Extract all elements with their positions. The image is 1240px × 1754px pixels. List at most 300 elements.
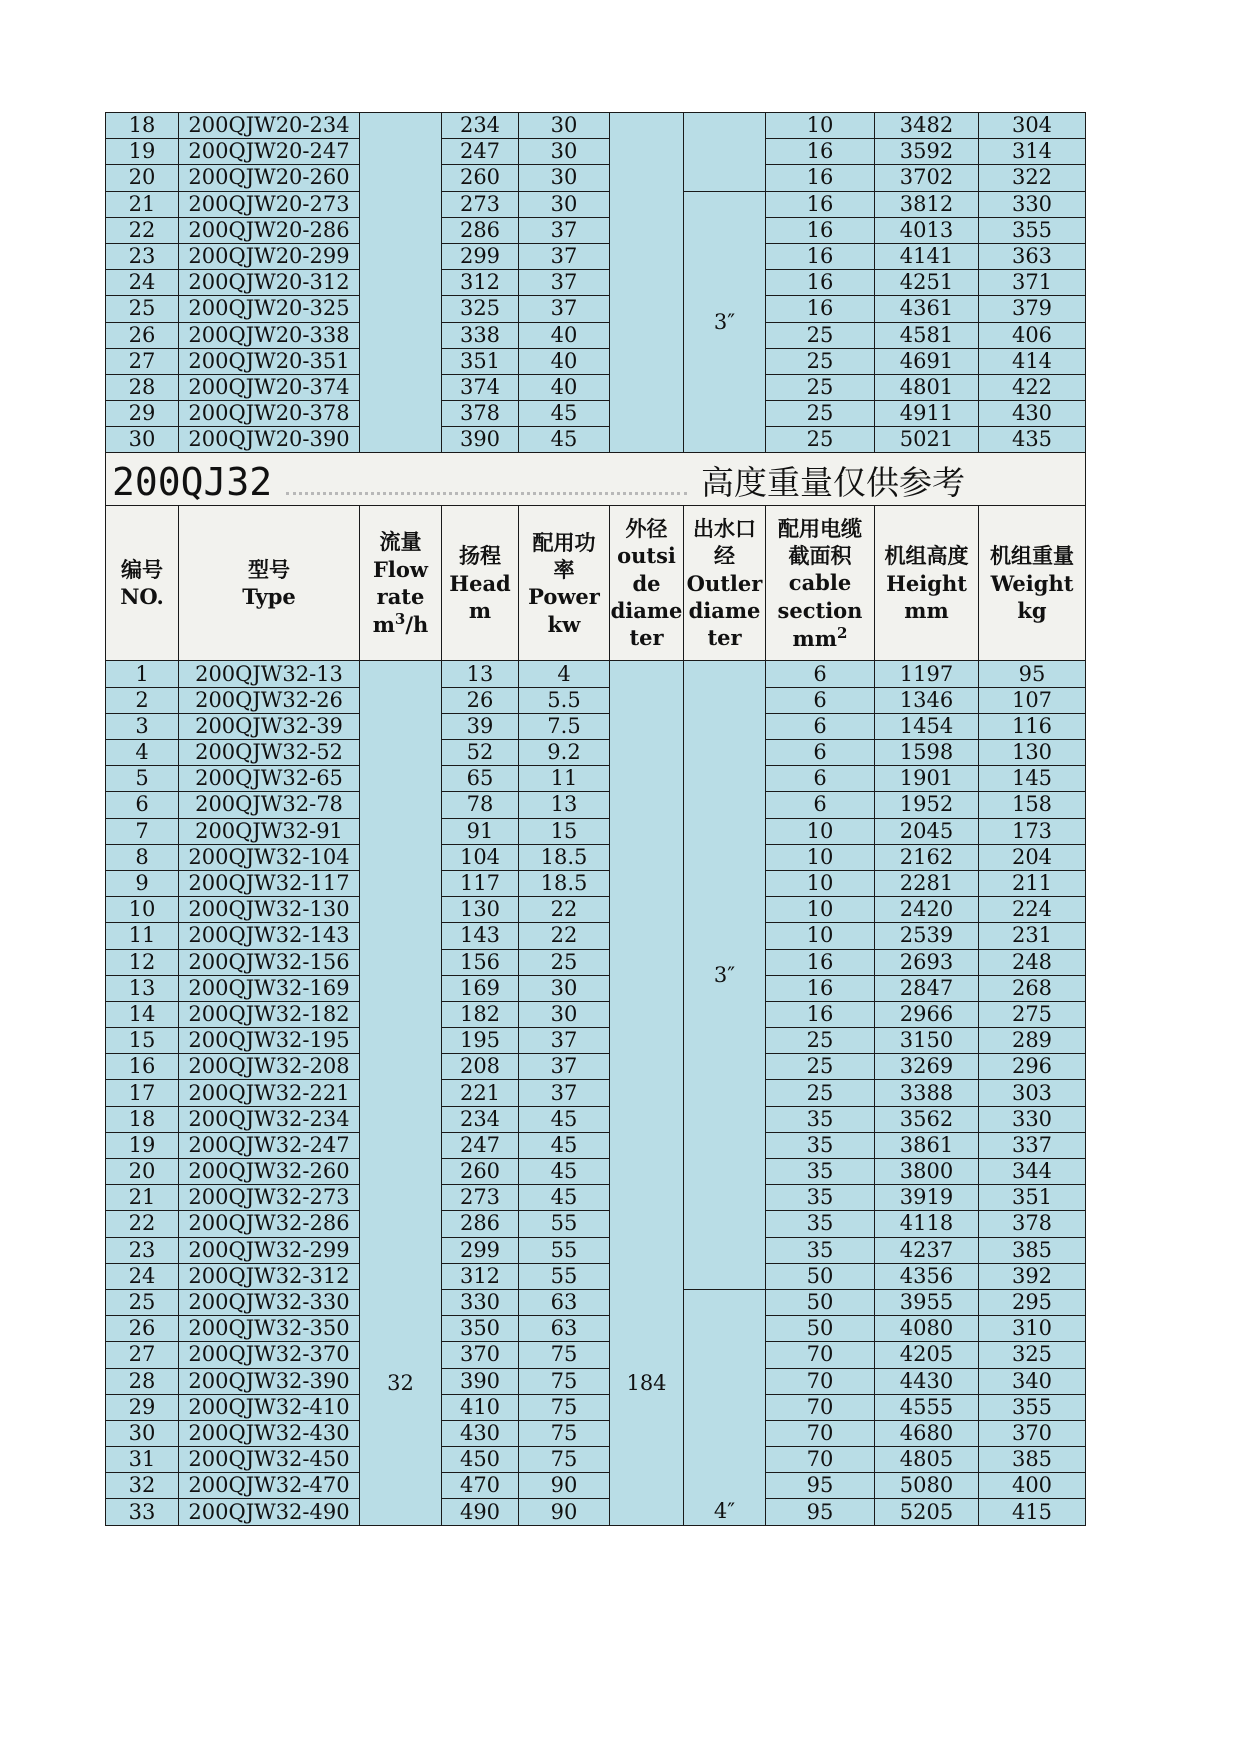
- cell-cable: 35: [766, 1106, 875, 1132]
- cell-cable: 35: [766, 1185, 875, 1211]
- cell-no: 23: [106, 1237, 179, 1263]
- cell-weight: 145: [979, 766, 1086, 792]
- cell-power: 30: [519, 165, 610, 191]
- cell-power: 37: [519, 296, 610, 322]
- cell-no: 9: [106, 870, 179, 896]
- cell-head: 169: [442, 975, 519, 1001]
- table-row: [106, 1289, 1086, 1315]
- cell-power: 45: [519, 1132, 610, 1158]
- cell-no: 27: [106, 348, 179, 374]
- cell-height: 3388: [875, 1080, 979, 1106]
- cell-weight: 422: [979, 374, 1086, 400]
- header-outlet-diameter: 出水口 经 Outler diame ter: [684, 506, 766, 661]
- table-row: [106, 270, 1086, 296]
- cell-no: 19: [106, 139, 179, 165]
- table-row: [106, 1054, 1086, 1080]
- cell-no: 24: [106, 1263, 179, 1289]
- cell-weight: 116: [979, 713, 1086, 739]
- cell-type: 200QJW32-182: [179, 1001, 360, 1027]
- cell-power: 75: [519, 1447, 610, 1473]
- cell-power: 63: [519, 1289, 610, 1315]
- cell-height: 3150: [875, 1028, 979, 1054]
- cell-power: 5.5: [519, 687, 610, 713]
- cell-no: 10: [106, 897, 179, 923]
- cell-height: 4013: [875, 217, 979, 243]
- cell-power: 55: [519, 1263, 610, 1289]
- cell-type: 200QJW20-260: [179, 165, 360, 191]
- cell-height: 3702: [875, 165, 979, 191]
- cell-weight: 204: [979, 844, 1086, 870]
- cell-cable: 95: [766, 1473, 875, 1499]
- cell-head: 117: [442, 870, 519, 896]
- cell-head: 312: [442, 1263, 519, 1289]
- cell-no: 11: [106, 923, 179, 949]
- table-row: [106, 1185, 1086, 1211]
- cell-type: 200QJW32-65: [179, 766, 360, 792]
- cell-no: 18: [106, 113, 179, 139]
- cell-head: 378: [442, 401, 519, 427]
- cell-head: 247: [442, 1132, 519, 1158]
- cell-power: 11: [519, 766, 610, 792]
- cell-head: 130: [442, 897, 519, 923]
- section-32-title: [106, 453, 1086, 661]
- cell-weight: 371: [979, 270, 1086, 296]
- cell-power: 37: [519, 243, 610, 269]
- cell-power: 7.5: [519, 713, 610, 739]
- cell-height: 3861: [875, 1132, 979, 1158]
- cell-power: 37: [519, 1054, 610, 1080]
- table-row: [106, 165, 1086, 191]
- cell-power: 40: [519, 348, 610, 374]
- cell-head: 390: [442, 427, 519, 453]
- cell-type: 200QJW32-169: [179, 975, 360, 1001]
- section-20-rows: [106, 113, 1086, 453]
- cell-height: 4080: [875, 1316, 979, 1342]
- cell-cable: 70: [766, 1420, 875, 1446]
- table-row: [106, 870, 1086, 896]
- cell-power: 22: [519, 923, 610, 949]
- cell-no: 12: [106, 949, 179, 975]
- cell-power: 55: [519, 1211, 610, 1237]
- cell-no: 20: [106, 165, 179, 191]
- cell-weight: 337: [979, 1132, 1086, 1158]
- cell-no: 6: [106, 792, 179, 818]
- cell-height: 4141: [875, 243, 979, 269]
- cell-cable: 16: [766, 296, 875, 322]
- cell-type: 200QJW32-221: [179, 1080, 360, 1106]
- cell-cable: 16: [766, 270, 875, 296]
- cell-power: 75: [519, 1368, 610, 1394]
- cell-cable: 70: [766, 1368, 875, 1394]
- cell-power: 40: [519, 374, 610, 400]
- cell-weight: 400: [979, 1473, 1086, 1499]
- cell-no: 15: [106, 1028, 179, 1054]
- table-row: [106, 1106, 1086, 1132]
- cell-power: 18.5: [519, 870, 610, 896]
- cell-type: 200QJW32-286: [179, 1211, 360, 1237]
- cell-weight: 370: [979, 1420, 1086, 1446]
- table-row: [106, 897, 1086, 923]
- cell-height: 2693: [875, 949, 979, 975]
- cell-weight: 430: [979, 401, 1086, 427]
- table-row: [106, 792, 1086, 818]
- cell-type: 200QJW20-247: [179, 139, 360, 165]
- cell-no: 17: [106, 1080, 179, 1106]
- cell-type: 200QJW20-351: [179, 348, 360, 374]
- cell-no: 32: [106, 1473, 179, 1499]
- cell-head: 260: [442, 165, 519, 191]
- cell-height: 4680: [875, 1420, 979, 1446]
- cell-power: 45: [519, 427, 610, 453]
- cell-no: 25: [106, 296, 179, 322]
- cell-power: 4: [519, 661, 610, 687]
- cell-head: 234: [442, 1106, 519, 1132]
- cell-cable: 10: [766, 113, 875, 139]
- cell-power: 90: [519, 1499, 610, 1525]
- cell-weight: 379: [979, 296, 1086, 322]
- cell-cable: 50: [766, 1263, 875, 1289]
- cell-cable: 25: [766, 1080, 875, 1106]
- cell-no: 20: [106, 1159, 179, 1185]
- model-series-title: 200QJ32: [112, 460, 273, 505]
- cell-height: 1454: [875, 713, 979, 739]
- cell-no: 1: [106, 661, 179, 687]
- cell-no: 29: [106, 1394, 179, 1420]
- cell-cable: 16: [766, 975, 875, 1001]
- cell-type: 200QJW32-260: [179, 1159, 360, 1185]
- cell-weight: 330: [979, 1106, 1086, 1132]
- cell-outlet-group: [684, 113, 766, 192]
- cell-power: 37: [519, 270, 610, 296]
- cell-head: 104: [442, 844, 519, 870]
- cell-no: 24: [106, 270, 179, 296]
- cell-cable: 10: [766, 897, 875, 923]
- cell-cable: 25: [766, 348, 875, 374]
- reference-note: 高度重量仅供参考: [701, 463, 965, 503]
- cell-type: 200QJW32-350: [179, 1316, 360, 1342]
- cell-power: 37: [519, 1080, 610, 1106]
- cell-height: 1346: [875, 687, 979, 713]
- cell-height: 3269: [875, 1054, 979, 1080]
- cell-head: 338: [442, 322, 519, 348]
- cell-weight: 158: [979, 792, 1086, 818]
- cell-height: 4205: [875, 1342, 979, 1368]
- cell-no: 18: [106, 1106, 179, 1132]
- cell-power: 45: [519, 1106, 610, 1132]
- header-cable-section: 配用电缆 截面积 cable section $mm^2$: [766, 506, 875, 661]
- cell-weight: 355: [979, 217, 1086, 243]
- cell-no: 4: [106, 740, 179, 766]
- cell-head: 312: [442, 270, 519, 296]
- cell-cable: 16: [766, 1001, 875, 1027]
- cell-power: 45: [519, 1159, 610, 1185]
- cell-no: 2: [106, 687, 179, 713]
- table-row: [106, 1342, 1086, 1368]
- cell-power: 55: [519, 1237, 610, 1263]
- cell-weight: 415: [979, 1499, 1086, 1525]
- cell-type: 200QJW20-234: [179, 113, 360, 139]
- cell-cable: 6: [766, 661, 875, 687]
- cell-cable: 25: [766, 1054, 875, 1080]
- cell-height: 3919: [875, 1185, 979, 1211]
- header-type: 型号 Type: [179, 506, 360, 661]
- cell-height: 4251: [875, 270, 979, 296]
- cell-height: 1197: [875, 661, 979, 687]
- cell-height: 4118: [875, 1211, 979, 1237]
- cell-power: 90: [519, 1473, 610, 1499]
- cell-no: 26: [106, 1316, 179, 1342]
- cell-type: 200QJW32-330: [179, 1289, 360, 1315]
- cell-head: 325: [442, 296, 519, 322]
- cell-head: 410: [442, 1394, 519, 1420]
- table-row: [106, 139, 1086, 165]
- table-row: [106, 401, 1086, 427]
- table-row: [106, 322, 1086, 348]
- table-row: [106, 818, 1086, 844]
- cell-type: 200QJW20-273: [179, 191, 360, 217]
- cell-cable: 25: [766, 401, 875, 427]
- cell-type: 200QJW32-490: [179, 1499, 360, 1525]
- cell-outlet-group: 3″: [684, 661, 766, 1290]
- cell-head: 350: [442, 1316, 519, 1342]
- table-row: [106, 766, 1086, 792]
- cell-cable: 95: [766, 1499, 875, 1525]
- cell-no: 25: [106, 1289, 179, 1315]
- cell-height: 3482: [875, 113, 979, 139]
- table-row: [106, 113, 1086, 139]
- cell-od-group: 184: [610, 661, 684, 1525]
- cell-head: 390: [442, 1368, 519, 1394]
- cell-head: 374: [442, 374, 519, 400]
- header-height: 机组高度 Height mm: [875, 506, 979, 661]
- cell-no: 27: [106, 1342, 179, 1368]
- cell-power: 18.5: [519, 844, 610, 870]
- cell-power: 30: [519, 139, 610, 165]
- cell-head: 195: [442, 1028, 519, 1054]
- table-row: [106, 687, 1086, 713]
- table-row: [106, 1420, 1086, 1446]
- cell-no: 5: [106, 766, 179, 792]
- cell-head: 156: [442, 949, 519, 975]
- cell-height: 3800: [875, 1159, 979, 1185]
- header-outside-diameter: 外径 outsi de diame ter: [610, 506, 684, 661]
- cell-head: 52: [442, 740, 519, 766]
- cell-no: 28: [106, 374, 179, 400]
- cell-height: 1952: [875, 792, 979, 818]
- cell-cable: 25: [766, 427, 875, 453]
- cell-type: 200QJW32-470: [179, 1473, 360, 1499]
- cell-weight: 378: [979, 1211, 1086, 1237]
- cell-height: 4911: [875, 401, 979, 427]
- cell-type: 200QJW32-390: [179, 1368, 360, 1394]
- cell-height: 4801: [875, 374, 979, 400]
- cell-head: 273: [442, 1185, 519, 1211]
- cell-weight: 351: [979, 1185, 1086, 1211]
- cell-head: 430: [442, 1420, 519, 1446]
- table-row: [106, 1447, 1086, 1473]
- cell-no: 33: [106, 1499, 179, 1525]
- cell-head: 234: [442, 113, 519, 139]
- table-row: [106, 1368, 1086, 1394]
- cell-head: 351: [442, 348, 519, 374]
- table-row: [106, 217, 1086, 243]
- cell-height: 3562: [875, 1106, 979, 1132]
- table-row: [106, 348, 1086, 374]
- cell-power: 40: [519, 322, 610, 348]
- cell-power: 15: [519, 818, 610, 844]
- cell-cable: 25: [766, 1028, 875, 1054]
- table-row: [106, 1499, 1086, 1525]
- table-row: [106, 949, 1086, 975]
- cell-weight: 303: [979, 1080, 1086, 1106]
- cell-cable: 16: [766, 191, 875, 217]
- cell-no: 13: [106, 975, 179, 1001]
- cell-power: 30: [519, 113, 610, 139]
- cell-head: 143: [442, 923, 519, 949]
- cell-type: 200QJW20-325: [179, 296, 360, 322]
- cell-cable: 50: [766, 1289, 875, 1315]
- cell-power: 75: [519, 1420, 610, 1446]
- table-row: [106, 1263, 1086, 1289]
- header-power: 配用功 率 Power kw: [519, 506, 610, 661]
- cell-height: 1598: [875, 740, 979, 766]
- cell-no: 26: [106, 322, 179, 348]
- cell-type: 200QJW32-312: [179, 1263, 360, 1289]
- section-32-rows: [106, 661, 1086, 1525]
- cell-no: 30: [106, 1420, 179, 1446]
- table-row: [106, 243, 1086, 269]
- cell-cable: 35: [766, 1159, 875, 1185]
- table-row: [106, 1001, 1086, 1027]
- cell-weight: 392: [979, 1263, 1086, 1289]
- cell-no: 28: [106, 1368, 179, 1394]
- cell-no: 29: [106, 401, 179, 427]
- cell-no: 31: [106, 1447, 179, 1473]
- cell-type: 200QJW32-247: [179, 1132, 360, 1158]
- cell-type: 200QJW32-130: [179, 897, 360, 923]
- header-flow: 流量 Flow rate $m^3/h$: [360, 506, 442, 661]
- table-row: [106, 713, 1086, 739]
- cell-head: 208: [442, 1054, 519, 1080]
- cell-outlet-group: 3″: [684, 191, 766, 453]
- cell-type: 200QJW32-78: [179, 792, 360, 818]
- table-row: [106, 1132, 1086, 1158]
- cell-weight: 173: [979, 818, 1086, 844]
- table-row: [106, 844, 1086, 870]
- cell-type: 200QJW20-378: [179, 401, 360, 427]
- cell-head: 247: [442, 139, 519, 165]
- cell-power: 22: [519, 897, 610, 923]
- header-weight: 机组重量 Weight kg: [979, 506, 1086, 661]
- cell-height: 3955: [875, 1289, 979, 1315]
- cell-head: 450: [442, 1447, 519, 1473]
- cell-height: 4555: [875, 1394, 979, 1420]
- cell-height: 3812: [875, 191, 979, 217]
- table-row: [106, 1394, 1086, 1420]
- table-row: [106, 1473, 1086, 1499]
- cell-weight: 325: [979, 1342, 1086, 1368]
- cell-cable: 70: [766, 1342, 875, 1368]
- cell-power: 13: [519, 792, 610, 818]
- table-row: [106, 661, 1086, 687]
- cell-cable: 50: [766, 1316, 875, 1342]
- cell-cable: 70: [766, 1394, 875, 1420]
- cell-power: 37: [519, 1028, 610, 1054]
- cell-flow-group: [360, 113, 442, 453]
- cell-weight: 296: [979, 1054, 1086, 1080]
- cell-cable: 10: [766, 844, 875, 870]
- cell-no: 8: [106, 844, 179, 870]
- cell-cable: 35: [766, 1211, 875, 1237]
- cell-head: 39: [442, 713, 519, 739]
- cell-cable: 16: [766, 139, 875, 165]
- cell-head: 182: [442, 1001, 519, 1027]
- table-row: [106, 1159, 1086, 1185]
- cell-head: 65: [442, 766, 519, 792]
- cell-weight: 248: [979, 949, 1086, 975]
- cell-cable: 16: [766, 165, 875, 191]
- cell-height: 4430: [875, 1368, 979, 1394]
- cell-flow-group: 32: [360, 661, 442, 1525]
- cell-head: 370: [442, 1342, 519, 1368]
- cell-head: 299: [442, 1237, 519, 1263]
- cell-no: 21: [106, 1185, 179, 1211]
- cell-head: 286: [442, 217, 519, 243]
- cell-power: 30: [519, 191, 610, 217]
- cell-cable: 25: [766, 374, 875, 400]
- cell-no: 14: [106, 1001, 179, 1027]
- cell-cable: 10: [766, 870, 875, 896]
- cell-cable: 6: [766, 687, 875, 713]
- cell-height: 4356: [875, 1263, 979, 1289]
- cell-no: 19: [106, 1132, 179, 1158]
- table-row: [106, 923, 1086, 949]
- cell-weight: 130: [979, 740, 1086, 766]
- cell-height: 2045: [875, 818, 979, 844]
- cell-type: 200QJW32-195: [179, 1028, 360, 1054]
- cell-type: 200QJW32-299: [179, 1237, 360, 1263]
- cell-weight: 435: [979, 427, 1086, 453]
- cell-head: 490: [442, 1499, 519, 1525]
- cell-height: 4805: [875, 1447, 979, 1473]
- cell-cable: 16: [766, 949, 875, 975]
- cell-type: 200QJW20-390: [179, 427, 360, 453]
- cell-type: 200QJW32-91: [179, 818, 360, 844]
- cell-height: 2281: [875, 870, 979, 896]
- cell-height: 2162: [875, 844, 979, 870]
- cell-type: 200QJW32-273: [179, 1185, 360, 1211]
- cell-height: 2420: [875, 897, 979, 923]
- cell-type: 200QJW32-104: [179, 844, 360, 870]
- cell-weight: 107: [979, 687, 1086, 713]
- cell-cable: 10: [766, 923, 875, 949]
- cell-height: 5080: [875, 1473, 979, 1499]
- cell-height: 5021: [875, 427, 979, 453]
- cell-no: 22: [106, 217, 179, 243]
- table-row: [106, 1080, 1086, 1106]
- cell-cable: 10: [766, 818, 875, 844]
- pump-spec-table: [105, 112, 1086, 1526]
- table-row: [106, 975, 1086, 1001]
- cell-type: 200QJW32-156: [179, 949, 360, 975]
- cell-head: 91: [442, 818, 519, 844]
- cell-cable: 35: [766, 1132, 875, 1158]
- cell-weight: 268: [979, 975, 1086, 1001]
- cell-head: 470: [442, 1473, 519, 1499]
- cell-cable: 70: [766, 1447, 875, 1473]
- cell-height: 4361: [875, 296, 979, 322]
- cell-weight: 322: [979, 165, 1086, 191]
